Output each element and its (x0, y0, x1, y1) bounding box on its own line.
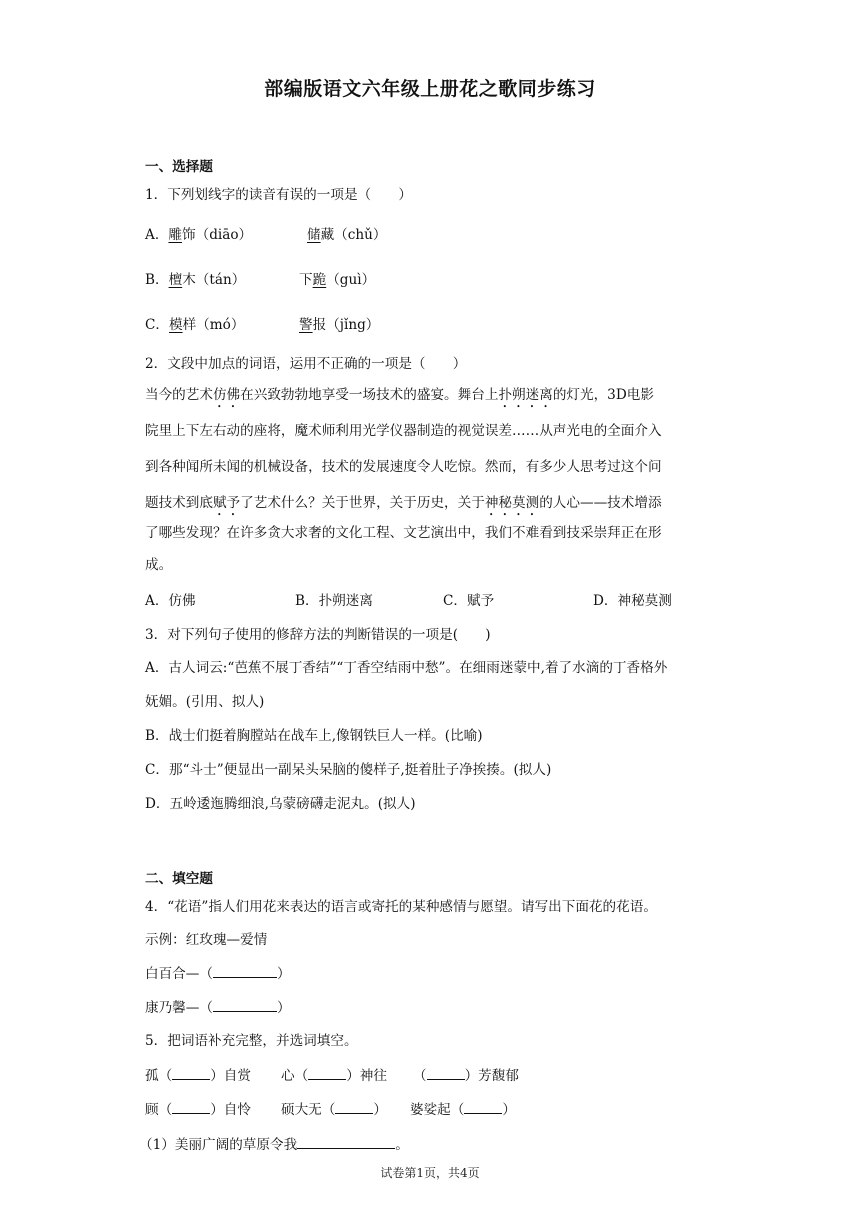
answer-blank[interactable] (335, 1099, 373, 1114)
answer-blank[interactable] (427, 1065, 465, 1080)
answer-blank[interactable] (172, 1065, 210, 1080)
answer-blank[interactable] (464, 1099, 502, 1114)
section-heading-choice: 一、选择题 (145, 159, 213, 175)
option-a: A．仿佛 (145, 593, 196, 609)
question-1-option-b: B．檀木（tán） 下跪（guì） (145, 272, 376, 288)
question-3-stem: 3．对下列句子使用的修辞方法的判断错误的一项是( ) (145, 627, 491, 643)
answer-blank[interactable] (297, 1134, 395, 1149)
question-3-option-b: B．战士们挺着胸膛站在战车上,像钢铁巨人一样。(比喻) (145, 728, 483, 744)
passage-line: 题技术到底赋予了艺术什么？关于世界，关于历史，关于神秘莫测的人心——技术增添 (145, 495, 662, 511)
option-b: B．扑朔迷离 (295, 593, 373, 609)
question-5-row-1: 孤（ ）自赏 心（ ）神往 （ ）芳馥郁 (145, 1065, 565, 1085)
question-5-row-2: 顾（ ）自怜 硕大无（ ） 婆娑起（ ） (145, 1099, 565, 1119)
answer-blank[interactable] (213, 997, 277, 1012)
question-3-option-c: C．那“斗士”便显出一副呆头呆脑的傻样子,挺着肚子净挨揍。(拟人) (145, 762, 552, 778)
question-3-option-a-cont: 妩媚。(引用、拟人) (145, 694, 265, 710)
question-1-option-c: C．模样（mó） 警报（jǐng） (145, 317, 380, 333)
question-4-line-lily: 白百合—（ ） (145, 963, 291, 984)
passage-line: 院里上下左右动的座将，魔术师利用光学仪器制造的视觉误差……从声光电的全面介入 (145, 423, 662, 439)
question-1-stem: 1．下列划线字的读音有误的一项是（ ） (145, 187, 412, 203)
section-heading-fill: 二、填空题 (145, 871, 213, 887)
question-4-stem: 4．“花语”指人们用花来表达的语言或寄托的某种感情与愿望。请写出下面花的花语。 (145, 899, 657, 915)
answer-blank[interactable] (308, 1065, 346, 1080)
answer-blank[interactable] (172, 1099, 210, 1114)
option-d: D．神秘莫测 (593, 593, 672, 609)
answer-blank[interactable] (213, 963, 277, 978)
question-2-options (145, 591, 715, 611)
page-title: 部编版语文六年级上册花之歌同步练习 (264, 78, 596, 100)
question-3-option-d: D．五岭逶迤腾细浪,乌蒙磅礴走泥丸。(拟人) (145, 796, 416, 812)
page-footer: 试卷第1页，共4页 (380, 1166, 480, 1180)
passage-line: 了哪些发现？在许多贪大求奢的文化工程、文艺演出中，我们不难看到技采崇拜正在形 (145, 525, 662, 541)
question-1-option-a: A．雕饰（diāo） 储藏（chǔ） (145, 227, 387, 243)
question-5-sentence-1: （1）美丽广阔的草原令我 。 (139, 1134, 409, 1155)
option-c: C．赋予 (443, 593, 495, 609)
question-4-line-carnation: 康乃馨—（ ） (145, 997, 291, 1018)
question-4-example: 示例：红玫瑰—爱情 (145, 932, 268, 948)
question-5-stem: 5．把词语补充完整，并选词填空。 (145, 1033, 358, 1049)
passage-line: 到各种闻所未闻的机械设备，技术的发展速度令人吃惊。然而，有多少人思考过这个问 (145, 459, 662, 475)
passage-line: 当今的艺术仿佛在兴致勃勃地享受一场技术的盛宴。舞台上扑朔迷离的灯光，3D电影 (145, 387, 654, 403)
question-2-stem: 2．文段中加点的词语，运用不正确的一项是（ ） (145, 356, 467, 372)
passage-line: 成。 (145, 557, 173, 573)
question-3-option-a: A．古人词云:“芭蕉不展丁香结”“丁香空结雨中愁”。在细雨迷蒙中,着了水滴的丁香格外 (145, 660, 668, 676)
